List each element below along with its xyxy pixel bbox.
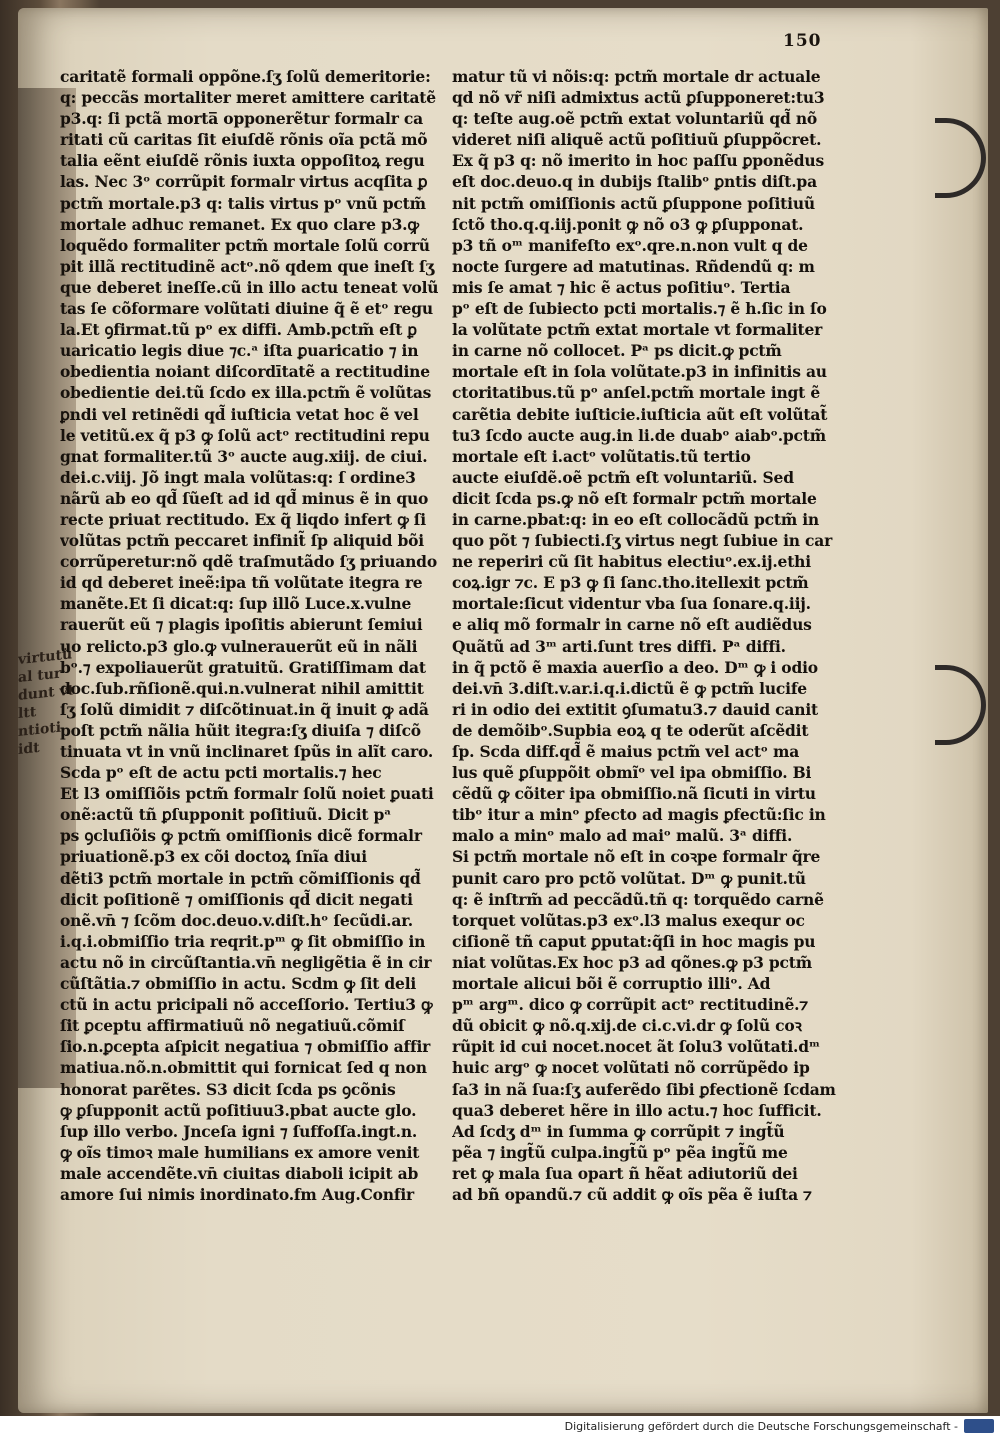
text-line: mortale eſt i.actᵒ volũtatis.tũ tertio: [452, 446, 751, 466]
text-line: mis ſe amat ⁊ hic ẽ actus poſitiuᵒ. Tertia: [452, 277, 791, 297]
text-line: quo põt ⁊ ſubiecti.ſʒ virtus negt ſubiue in car: [452, 531, 833, 551]
text-line: malo a minᵒ malo ad maiᵒ malũ. 3ᵃ diffi.: [452, 826, 793, 846]
text-line: coꝝ.igr ⁊c. E p3 ꝙ ſi ſanc.tho.itellexit pctm̃: [452, 573, 809, 593]
text-line: q: teſte aug.oẽ pctm̃ extat voluntariũ qd̃ nõ: [452, 109, 818, 129]
text-line: dei.vn̄ 3.diſt.v.ar.i.q.i.dictũ ẽ ꝙ pctm̃ lucife: [452, 678, 807, 698]
text-line: q: peccãs mortaliter meret amittere caritatẽ: [60, 88, 436, 108]
text-line: in q̃ pctõ ẽ maxia auerſio a deo. Dᵐ ꝙ i odio: [452, 657, 818, 677]
text-line: la.Et ꝯfirmat.tũ pᵒ ex diffi. Amb.pctm̃ eſt ꝑ: [60, 320, 417, 340]
text-line: talia eẽnt eiuſdẽ rõnis iuxta oppoſitoꝝ regu: [60, 151, 425, 171]
text-line: dũ obicit ꝙ nõ.q.xij.de ci.c.vi.dr ꝙ ſolũ coꝛ: [452, 1016, 802, 1036]
text-line: niat volũtas.Ex hoc p3 ad qõnes.ꝙ p3 pctm̃: [452, 952, 812, 972]
text-line: ſctõ tho.q.q.iij.ponit ꝙ nõ o3 ꝙ ꝑſupponat.: [452, 214, 804, 234]
text-line: Ex q̃ p3 q: nõ imerito in hoc paſſu ꝑponẽdus: [452, 151, 825, 171]
text-line: cũſtãtia.⁊ obmiſſio in actu. Scdm ꝙ ſit deli: [60, 974, 417, 994]
text-line: obedientia noiant diſcordītatẽ a rectitudine: [60, 362, 430, 382]
text-column-left: [60, 66, 450, 1205]
text-line: ne reperiri cũ ſit habitus electiuᵒ.ex.ij.ethi: [452, 552, 811, 572]
text-line: pẽa ⁊ ingt̃ũ culpa.ingt̃ũ pᵒ pẽa ingt̃ũ me: [452, 1142, 788, 1162]
text-line: ret ꝙ mala ſua opart ñ hẽat adiutoriũ dei: [452, 1163, 798, 1183]
text-line: Ad ſcdʒ dᵐ in ſumma ꝙ corrũpit ⁊ ingt̃ũ: [452, 1121, 785, 1141]
text-line: dicit ſcda ps.ꝙ nõ eſt formalr pctm̃ mortale: [452, 488, 817, 508]
text-line: huic argᵒ ꝙ nocet volũtati nõ corrũpẽdo ip: [452, 1058, 810, 1078]
text-line: mortale adhuc remanet. Ex quo clare p3.ꝙ: [60, 214, 419, 234]
text-line: actu nõ in circũſtantia.vn̄ negligẽtia ẽ in cir: [60, 952, 432, 972]
text-line: q: ẽ inſtrm̃ ad peccãdũ.tñ q: torquẽdo carnẽ: [452, 889, 824, 909]
text-line: ſa3 in nã ſua:ſʒ auferẽdo ſibi ꝑfectionẽ ſcdam: [452, 1079, 836, 1099]
text-line: ſio.n.ꝑcepta aſpicit negatiua ⁊ obmiſſio affir: [60, 1037, 431, 1057]
text-line: aucte eiuſdẽ.oẽ pctm̃ eſt voluntariũ. Sed: [452, 467, 794, 487]
text-line: Et l3 omiſſiõis pctm̃ formalr ſolũ noiet ꝑuati: [60, 784, 434, 804]
text-line: ad bñ opandũ.⁊ cũ addit ꝙ oĩs pẽa ẽ iuſta ⁊: [452, 1184, 812, 1204]
text-line: pctm̃ mortale.p3 q: talis virtus pᵒ vnũ pctm̃: [60, 193, 426, 213]
folio-number: 150: [783, 31, 822, 51]
text-line: Scda pᵒ eſt de actu pcti mortalis.⁊ hec: [60, 763, 382, 783]
text-line: la volũtate pctm̃ extat mortale vt formaliter: [452, 320, 823, 340]
text-line: tinuata vt in vnũ inclinaret ſpũs in alĩt caro.: [60, 742, 434, 761]
text-line: mortale eſt in ſola volũtate.p3 in infinitis au: [452, 362, 827, 382]
text-line: de demõibᵒ.Supbia eoꝝ q te oderũt aſcẽdit: [452, 720, 809, 740]
text-line: ritati cũ caritas ſit eiuſdẽ rõnis oĩa pctã mõ: [60, 130, 428, 150]
text-line: e aliq mõ formalr in carne nõ eſt audiẽdus: [452, 615, 812, 635]
text-line: onẽ:actũ tñ ꝑſupponit poſitiuũ. Dicit pᵃ: [60, 805, 392, 825]
text-line: poſt pctm̃ nãlia hũit itegra:ſʒ diuiſa ⁊ diſcõ: [60, 720, 421, 740]
text-line: tas ſe cõformare volũtati diuine q̃ ẽ etᵒ regu: [60, 299, 433, 319]
text-line: pᵐ argᵐ. dico ꝙ corrũpit actᵒ rectitudinẽ.⁊: [452, 995, 808, 1015]
text-line: lus quẽ ꝑſuppõit obmĩᵒ vel ipa obmiſſio. Bi: [452, 763, 812, 783]
text-line: volũtas pctm̃ peccaret infinit̃ ſp aliquid bõi: [60, 531, 424, 551]
text-line: caritatẽ formali oppõne.ſʒ ſolũ demeritorie:: [60, 67, 431, 86]
text-line: priuationẽ.p3 ex cõi doctoꝝ ſnĩa diui: [60, 847, 367, 867]
text-line: obedientie dei.tũ ſcdo ex illa.pctm̃ ẽ volũtas: [60, 383, 432, 403]
text-line: rũpit id cui nocet.nocet ãt ſolu3 volũtati.dᵐ: [452, 1037, 820, 1057]
text-line: qd nõ vr̃ niſi admixtus actũ ꝑſupponeret:tu3: [452, 88, 825, 108]
text-line: ciſionẽ tñ caput ꝑputat:q̃ſi in hoc magis pu: [452, 931, 816, 951]
text-line: p3.q: ſi pctã morta̅ opponerẽtur formalr ca: [60, 109, 423, 129]
text-line: mortale alicui bõi ẽ corruptio illiᵒ. Ad: [452, 974, 771, 994]
text-line: uo relicto.p3 glo.ꝙ vulnerauerũt eũ in nãli: [60, 636, 418, 656]
text-line: male accendẽte.vn̄ ciuitas diaboli icipit ab: [60, 1163, 419, 1183]
text-line: uaricatio legis diue ⁊c.ᵃ iſta ꝑuaricatio ⁊ in: [60, 341, 419, 361]
text-line: dicit poſitionẽ ⁊ omiſſionis qd̃ dicit negati: [60, 889, 413, 909]
text-line: gnat formaliter.tũ 3ᵒ aucte aug.xiij. de ciui.: [60, 446, 428, 466]
text-line: carẽtia debite iuſticie.iuſticia aũt eſt volũtat̃: [452, 404, 828, 424]
text-line: mortale:ſicut videntur vba ſua ſonare.q.iij.: [452, 594, 811, 614]
text-line: bᵒ.⁊ expoliauerũt gratuitũ. Gratiſſimam dat: [60, 657, 426, 677]
text-line: loquẽdo formaliter pctm̃ mortale ſolũ corrũ: [60, 235, 430, 255]
text-line: ps ꝯcluſiõis ꝙ pctm̃ omiſſionis dicẽ formalr: [60, 826, 422, 846]
text-line: pit illã rectitudinẽ actᵒ.nõ qdem que ineſt ſʒ: [60, 256, 435, 276]
text-line: ctũ in actu pricipali nõ acceſſorio. Tertiu3 ꝙ: [60, 995, 433, 1015]
text-line: corrũperetur:nõ qdẽ traſmutãdo ſʒ priuando: [60, 552, 437, 572]
text-line: amore ſui nimis inordinato.fm Aug.Confir: [60, 1184, 414, 1204]
text-line: honorat parẽtes. S3 dicit ſcda ps ꝯcõnis: [60, 1079, 396, 1099]
text-line: i.q.i.obmiſſio tria reqrit.pᵐ ꝙ ſit obmiſſio in: [60, 931, 426, 951]
text-line: ꝙ oĩs timoꝛ male humilians ex amore venit: [60, 1142, 420, 1162]
text-line: dẽti3 pctm̃ mortale in pctm̃ cõmiſſionis qd̃: [60, 868, 421, 888]
text-line: eſt doc.deuo.q in dubijs ſtalibᵒ ꝑntis diſt.pa: [452, 172, 817, 192]
text-line: Quãtũ ad 3ᵐ arti.ſunt tres diffi. Pᵃ diffi.: [452, 636, 786, 656]
text-line: matur tũ vi nõis:q: pctm̃ mortale dr actuale: [452, 67, 821, 86]
spine-bleed-text: virtutü al tur dunt vt ltt ntioti idt: [18, 646, 75, 759]
text-line: torquet volũtas.p3 exᵒ.l3 malus exequr oc: [452, 910, 805, 930]
text-line: las. Nec 3ᵒ corrũpit formalr virtus acqſita ꝑ: [60, 172, 428, 192]
text-line: ꝙ ꝑſupponit actũ poſitiuu3.pbat aucte glo.: [60, 1100, 417, 1120]
text-line: id qd deberet ineẽ:ipa tñ volũtate itegra re: [60, 573, 423, 593]
text-line: in carne nõ collocet. Pᵃ ps dicit.ꝙ pctm̃: [452, 341, 782, 361]
digitization-footer: [0, 1416, 1000, 1437]
text-line: videret niſi aliquẽ actũ poſitiuũ ꝑſuppõcret.: [452, 130, 822, 150]
text-line: ſp. Scda diff.qd̃ ẽ maius pctm̃ vel actᵒ ma: [452, 742, 800, 761]
funding-credit: Digitalisierung gefördert durch die Deutsche Forschungsgemeinschaft -: [564, 1420, 958, 1433]
text-line: p3 tñ oᵐ manifeſto exᵒ.qre.n.non vult q de: [452, 235, 808, 255]
text-line: que deberet ineſſe.cũ in illo actu teneat volũ: [60, 277, 439, 297]
text-line: dei.c.viij. Jõ ingt mala volũtas:q: ſ ordine3: [60, 467, 416, 487]
text-line: in carne.pbat:q: in eo eſt collocãdũ pctm̃ in: [452, 509, 819, 529]
text-line: ctoritatibus.tũ pᵒ anſel.pctm̃ mortale ingt ẽ: [452, 383, 820, 403]
text-line: tu3 ſcdo aucte aug.in li.de duabᵒ aiabᵒ.pctm̃: [452, 425, 826, 445]
text-line: punit caro pro pctõ volũtat. Dᵐ ꝙ punit.tũ: [452, 868, 806, 888]
text-line: doc.ſub.rñſionẽ.qui.n.vulnerat nihil amittit: [60, 678, 424, 698]
text-line: ſup illo verbo. Jnceſa igni ⁊ ſuffoſſa.ingt.n.: [60, 1121, 418, 1141]
text-line: ſit ꝑceptu affirmatiuũ nõ negatiuũ.cõmiſ: [60, 1016, 405, 1036]
text-line: ri in odio dei extitit ꝯſumatu3.⁊ dauid canit: [452, 699, 818, 719]
text-line: nocte ſurgere ad matutinas. Rñdendũ q: m: [452, 256, 815, 276]
text-line: manẽte.Et ſi dicat:q: ſup illõ Luce.x.vulne: [60, 594, 412, 614]
text-line: ꝑndi vel retinẽdi qd̃ iuſticia vetat hoc ẽ vel: [60, 404, 419, 424]
text-line: Si pctm̃ mortale nõ eſt in coꝛpe formalr q̃re: [452, 847, 821, 867]
dfg-logo: [964, 1419, 994, 1433]
text-line: ſʒ ſolũ dimidit ⁊ diſcõtinuat.in q̃ inuit ꝙ adã: [60, 699, 429, 719]
text-line: nit pctm̃ omiſſionis actũ ꝑſuppone poſitiuũ: [452, 193, 815, 213]
text-line: tibᵒ itur a minᵒ ꝑfecto ad magis ꝑfectũ:ſic in: [452, 805, 826, 825]
text-line: qua3 deberet hẽre in illo actu.⁊ hoc ſufficit.: [452, 1100, 822, 1120]
text-line: onẽ.vn̄ ⁊ ſcõm doc.deuo.v.diſt.hᵒ ſecũdi.ar.: [60, 910, 413, 930]
text-line: nãrũ ab eo qd̃ ſũeſt ad id qd̃ minus ẽ in quo: [60, 488, 429, 508]
text-line: pᵒ eſt de ſubiecto pcti mortalis.⁊ ẽ h.ſic in ſo: [452, 299, 827, 319]
text-line: cẽdũ ꝙ cõiter ipa obmiſſio.nã ſicuti in virtu: [452, 784, 816, 804]
text-line: recte priuat rectitudo. Ex q̃ liqdo infert ꝙ ſi: [60, 509, 426, 529]
text-line: le vetitũ.ex q̃ p3 ꝙ ſolũ actᵒ rectitudini repu: [60, 425, 430, 445]
text-column-right: [452, 66, 837, 1205]
text-line: matiua.nõ.n.obmittit qui fornicat ſed q non: [60, 1058, 427, 1078]
text-line: rauerũt eũ ⁊ plagis ipoſitis abierunt ſemiui: [60, 615, 423, 635]
